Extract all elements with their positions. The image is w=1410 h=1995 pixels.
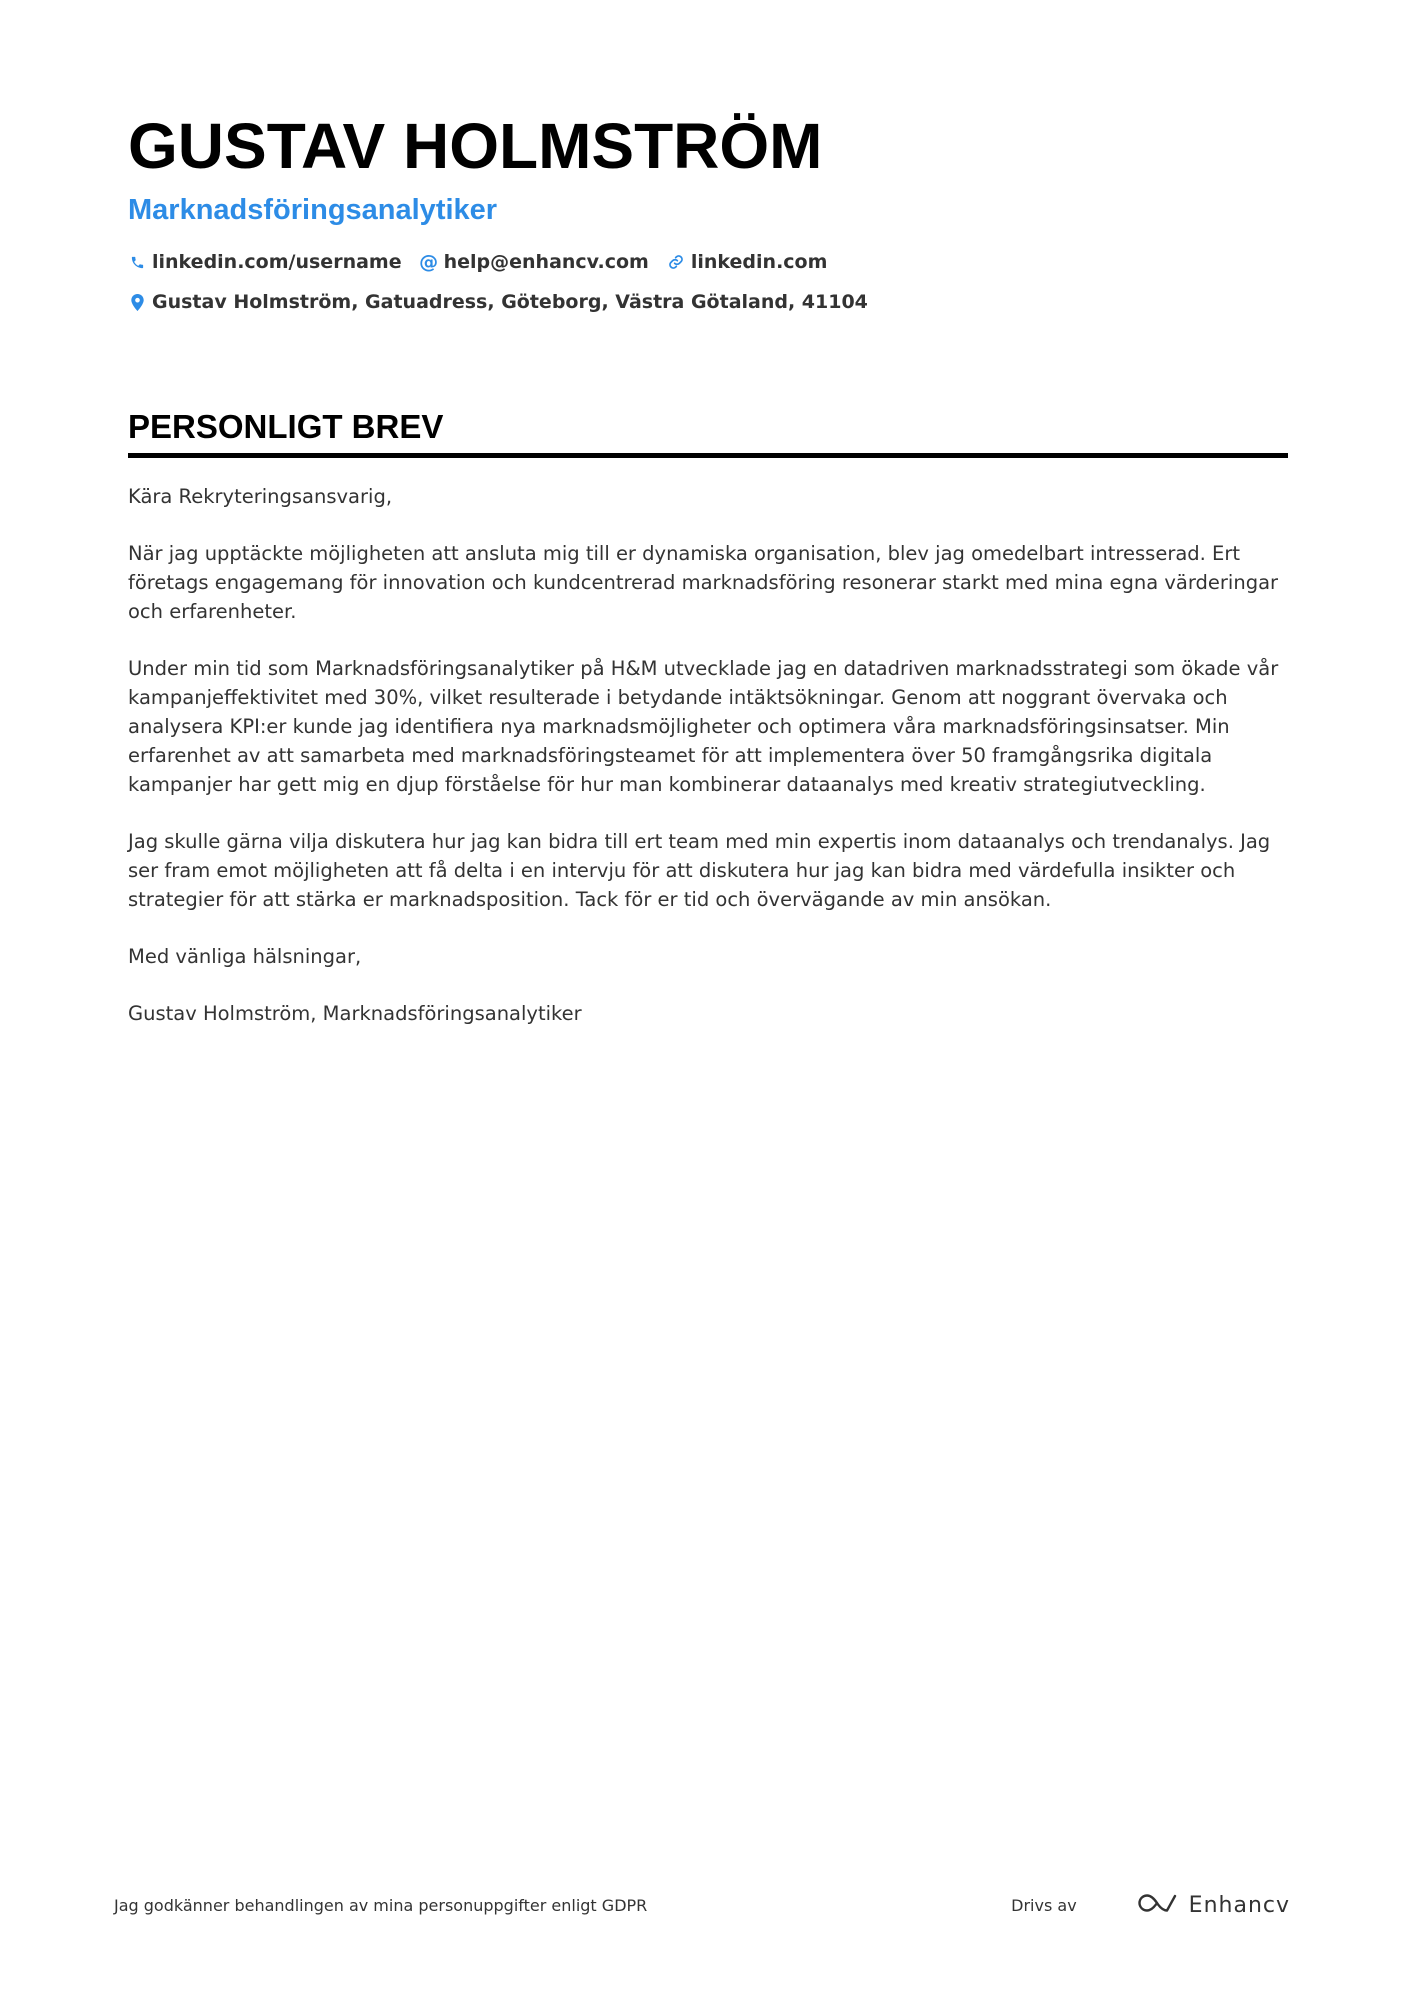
address-row — [128, 282, 1288, 322]
contact-address — [128, 291, 868, 313]
letter-closing: Med vänliga hälsningar, — [128, 945, 362, 968]
cover-letter-section — [128, 405, 1288, 1056]
powered-by — [1011, 1892, 1290, 1919]
footer — [114, 1885, 1290, 1925]
infinity-logo-icon — [1135, 1892, 1179, 1919]
gdpr-consent: Jag godkänner behandlingen av mina personuppgifter enligt GDPR — [114, 1895, 648, 1915]
link-icon — [667, 253, 685, 271]
powered-by-label: Drivs av — [1011, 1895, 1077, 1915]
brand-name: Enhancv — [1188, 1892, 1290, 1918]
phone-icon — [128, 253, 146, 271]
letter-paragraph: Jag skulle gärna vilja diskutera hur jag kan bidra till ert team med min expertis inom dataanalys och trendanalys. Jag ser fram emot möjligheten att få delta i en intervju för att diskutera hur jag kan bidra med värdefulla insikter och strategier för att stärka er marknadsposition. Tack för er tid och övervägande av min ansökan. — [128, 830, 1271, 911]
job-title: Marknadsföringsanalytiker — [128, 194, 498, 226]
section-title: PERSONLIGT BREV — [128, 405, 1288, 458]
header — [128, 108, 1288, 322]
email-text[interactable]: help@enhancv.com — [443, 251, 649, 273]
contact-website — [667, 251, 828, 273]
letter-paragraph: När jag upptäckte möjligheten att ansluta mig till er dynamiska organisation, blev jag omedelbart intresserad. Ert företags engagemang för innovation och kundcentrerad marknadsföring resonerar starkt med mina egna värderingar och erfarenheter. — [128, 542, 1279, 623]
contact-row — [128, 242, 1288, 282]
letter-greeting: Kära Rekryteringsansvarig, — [128, 485, 393, 508]
letter-body — [128, 482, 1288, 1028]
candidate-name: GUSTAV HOLMSTRÖM — [128, 110, 823, 182]
phone-text: linkedin.com/username — [152, 251, 402, 273]
enhancv-logo[interactable] — [1135, 1892, 1290, 1919]
address-text: Gustav Holmström, Gatuadress, Göteborg, Västra Götaland, 41104 — [152, 291, 868, 313]
letter-paragraph: Under min tid som Marknadsföringsanalytiker på H&M utvecklade jag en datadriven marknadsstrategi som ökade vår kampanjeffektivitet med 30%, vilket resulterade i betydande intäktsökningar. Genom att noggrant övervaka och analysera KPI:er kunde jag identifiera nya marknadsmöjligheter och optimera våra marknadsföringsinsatser. Min erfarenhet av att samarbeta med marknadsföringsteamet för att implementera över 50 framgångsrika digitala kampanjer har gett mig en djup förståelse för hur man kombinerar dataanalys med kreativ strategiutveckling. — [128, 657, 1279, 796]
at-icon: @ — [419, 251, 439, 273]
contact-email — [420, 251, 649, 273]
location-pin-icon — [128, 293, 146, 311]
website-text[interactable]: linkedin.com — [690, 251, 828, 273]
contact-phone — [128, 251, 402, 273]
letter-signature: Gustav Holmström, Marknadsföringsanalytiker — [128, 1002, 582, 1025]
